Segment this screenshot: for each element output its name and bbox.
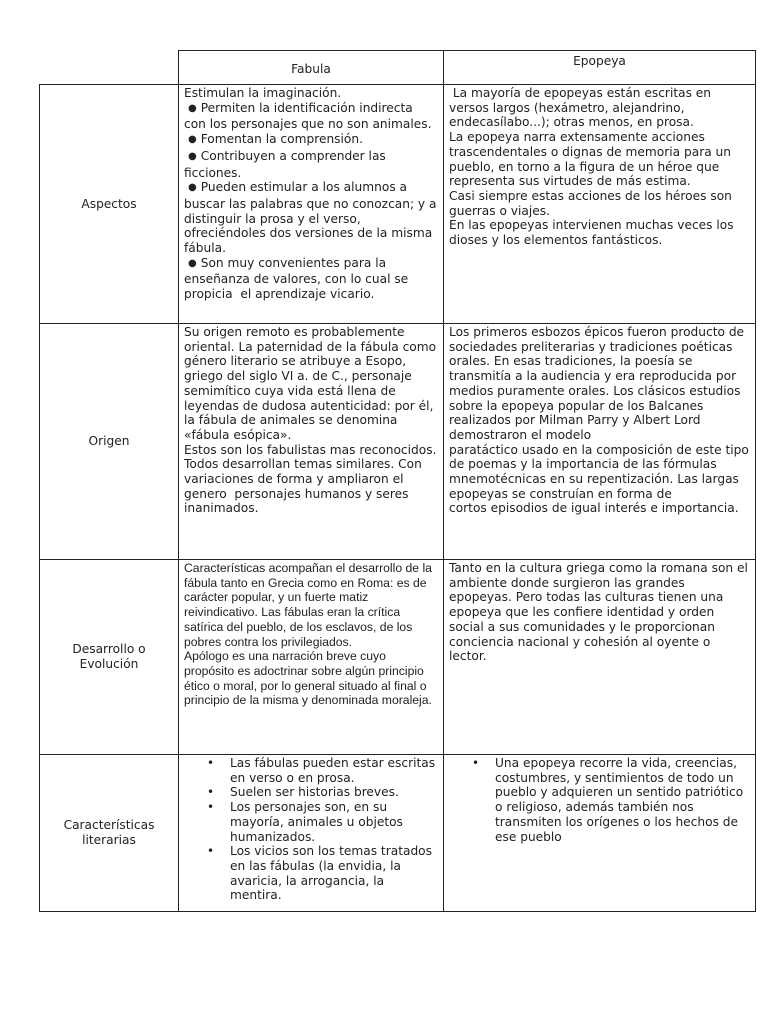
header-epopeya-label: Epopeya — [573, 54, 626, 68]
paragraph: Apólogo es una narración breve cuyo propósito es adoctrinar sobre algún principio ético o moral, por lo general situado al final o principio de la misma y denominada moraleja. — [184, 649, 432, 708]
paragraph: La mayoría de epopeyas están escritas en versos largos (hexámetro, alejandrino, endecasílabo...); otras menos, en prosa. — [449, 86, 715, 130]
list-item: • Los personajes son, en su mayoría, animales u objetos humanizados. — [230, 800, 438, 844]
row-origen — [40, 324, 756, 560]
comparison-table — [39, 50, 756, 912]
epopeya-cell — [444, 755, 756, 912]
paragraph: Estimulan la imaginación. — [184, 86, 342, 100]
paragraph: Tanto en la cultura griega como la romana son el ambiente donde surgieron las grandes epopeyas. Pero todas las culturas tienen una epopeya que les confiere identidad y orden social a sus comunidades y le proporcionan conciencia nacional y cohesión al oyente o lector. — [449, 561, 752, 664]
paragraph: paratáctico usado en la composición de este tipo de poemas y la importancia de las fórmulas mnemotécnicas en su repentización. Las largas epopeyas se construían en forma de — [449, 442, 753, 501]
paragraph: Casi siempre estas acciones de los héroes son guerras o viajes. — [449, 188, 736, 218]
bullet-item: ● Pueden estimular a los alumnos a buscar las palabras que no conozcan; y a distinguir la prosa y el verso, ofreciéndoles dos versiones de la misma fábula. — [184, 180, 438, 256]
paragraph: Características acompañan el desarrollo de la fábula tanto en Grecia como en Roma: es de carácter popular, y un fuerte matiz reivindicativo. Las fábulas eran la crítica satírica del pueblo, de los esclavos, de los pobres contra los privilegiados. — [184, 561, 436, 649]
row-label: Origen — [40, 324, 179, 560]
empty-corner-cell — [40, 51, 179, 85]
paragraph: Estos son los fabulistas mas reconocidos. Todos desarrollan temas similares. Con variaciones de forma y ampliaron el genero personajes humanos y seres inanimados. — [184, 442, 441, 516]
header-fabula-label: Fabula — [291, 62, 331, 77]
epopeya-cell — [444, 85, 756, 324]
row-caracteristicas — [40, 755, 756, 912]
list-item: • Suelen ser historias breves. — [230, 785, 438, 800]
paragraph: cortos episodios de igual interés e importancia. — [449, 501, 739, 516]
list-item: • Las fábulas pueden estar escritas en verso o en prosa. — [230, 756, 438, 785]
bullet-list — [449, 756, 750, 844]
header-epopeya — [444, 51, 756, 85]
header-row — [40, 51, 756, 85]
paragraph: Su origen remoto es probablemente oriental. La paternidad de la fábula como género literario se atribuye a Esopo, griego del siglo VI a. de C., personaje semimítico cuya vida está llena de leyendas de dudosa autenticidad: por él, la fábula de animales se denomina «fábula esópica». — [184, 325, 440, 442]
paragraph: En las epopeyas intervienen muchas veces los dioses y los elementos fantásticos. — [449, 218, 738, 248]
row-label: Características literarias — [40, 755, 179, 912]
bullet-item: ● Permiten la identificación indirecta con los personajes que no son animales. — [184, 101, 438, 132]
bullet-item: ● Contribuyen a comprender las ficciones. — [184, 149, 438, 180]
paragraph: Los primeros esbozos épicos fueron producto de sociedades preliterarias y tradiciones poéticas orales. En esas tradiciones, la poesía se transmitía a la audiencia y era reproducida por medios puramente orales. Los clásicos estudios sobre la epopeya popular de los Balcanes realizados por Milman Parry y Albert Lord demostraron el modelo — [449, 325, 748, 442]
bullet-item: ● Fomentan la comprensión. — [184, 132, 438, 149]
row-aspectos — [40, 85, 756, 324]
header-fabula — [179, 51, 444, 85]
row-desarrollo — [40, 560, 756, 755]
row-label: Aspectos — [40, 85, 179, 324]
fabula-cell — [179, 755, 444, 912]
row-label: Desarrollo o Evolución — [40, 560, 179, 755]
fabula-cell — [179, 85, 444, 324]
list-item: • Los vicios son los temas tratados en las fábulas (la envidia, la avaricia, la arrogancia, la mentira. — [230, 844, 438, 903]
list-item: • Una epopeya recorre la vida, creencias, costumbres, y sentimientos de todo un pueblo y adquieren un sentido patriótico o religioso, además también nos transmiten los orígenes o los hechos de ese pueblo — [495, 756, 750, 844]
fabula-cell — [179, 324, 444, 560]
fabula-cell — [179, 560, 444, 755]
bullet-list — [184, 756, 438, 903]
epopeya-cell — [444, 324, 756, 560]
epopeya-cell — [444, 560, 756, 755]
paragraph: La epopeya narra extensamente acciones trascendentales o dignas de memoria para un pueblo, en torno a la figura de un héroe que representa sus virtudes de más estima. — [449, 130, 735, 189]
bullet-item: ● Son muy convenientes para la enseñanza de valores, con lo cual se propicia el aprendizaje vicario. — [184, 256, 438, 302]
